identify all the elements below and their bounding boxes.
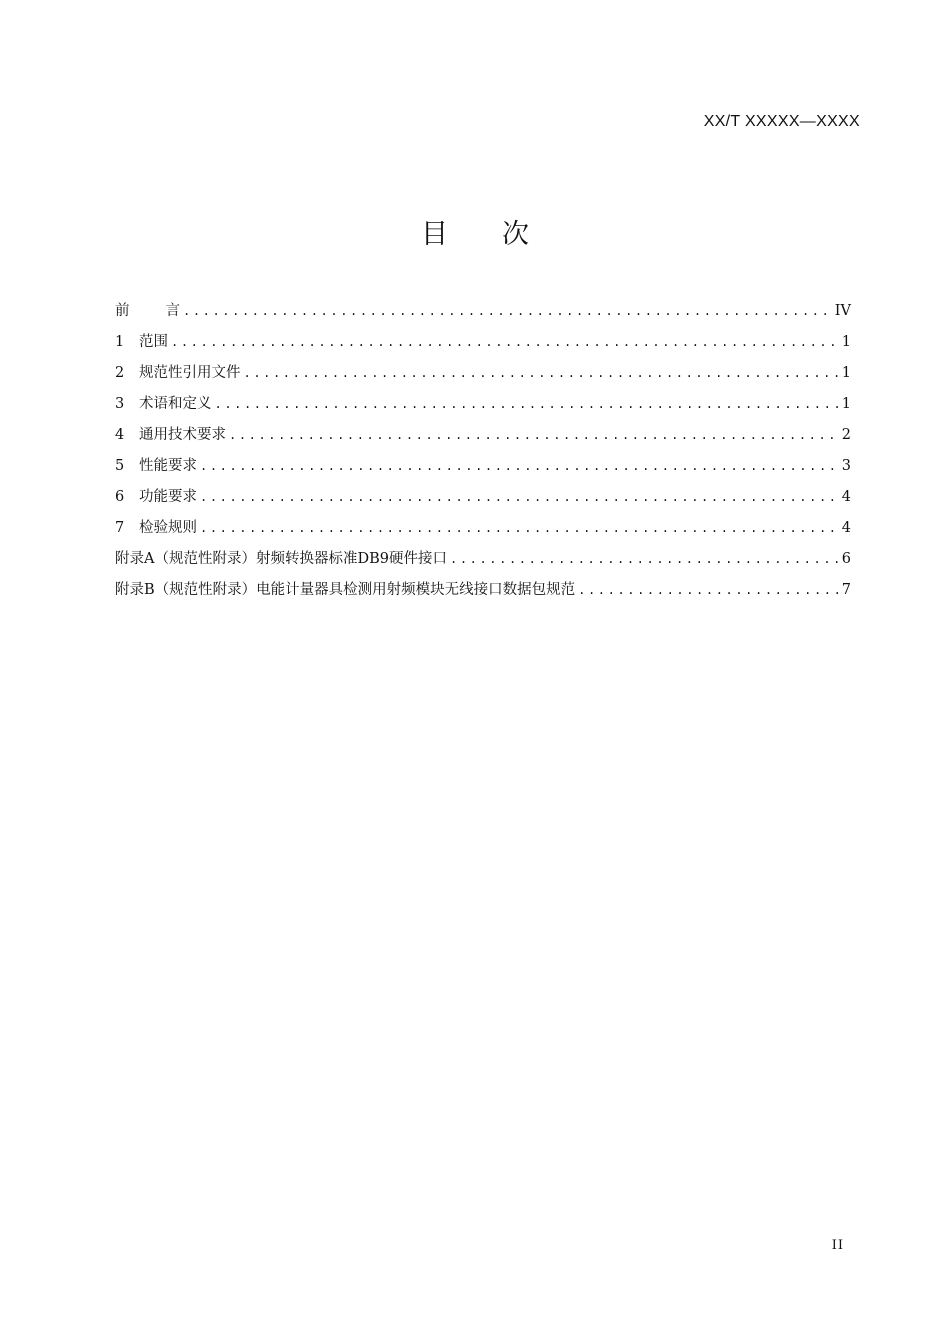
toc-leader-dots [200, 490, 839, 504]
toc-entry-number: 7 [115, 520, 125, 536]
toc-entry-5[interactable] [115, 454, 851, 485]
toc-entry-1[interactable] [115, 330, 851, 361]
toc-entry-number: 6 [115, 489, 125, 505]
toc-entry-number: 5 [115, 458, 125, 474]
toc-entry-page: 1 [841, 365, 851, 381]
toc-leader-dots [244, 366, 839, 380]
toc-leader-dots [171, 335, 839, 349]
toc-leader-dots [450, 552, 839, 566]
title-part-2: 次 [502, 219, 529, 250]
toc-entry-label: 电能计量器具检测用射频模块无线接口数据包规范 [256, 582, 576, 598]
toc-leader-dots [183, 304, 832, 318]
toc-entry-number: 3 [115, 396, 125, 412]
toc-entry-annex-b[interactable] [115, 578, 851, 609]
toc-entry-page: 3 [841, 458, 851, 474]
toc-entry-page: 4 [841, 489, 851, 505]
toc-entry-7[interactable] [115, 516, 851, 547]
toc-leader-dots [229, 428, 839, 442]
toc-annex-tag: 附录A（规范性附录） [115, 551, 256, 567]
toc-entry-page: 4 [841, 520, 851, 536]
table-of-contents [115, 299, 851, 609]
toc-entry-label: 范围 [139, 334, 168, 350]
toc-entry-page: 2 [841, 427, 851, 443]
toc-leader-dots [200, 459, 839, 473]
toc-entry-page: IV [834, 303, 851, 319]
toc-entry-3[interactable] [115, 392, 851, 423]
toc-entry-label: 规范性引用文件 [139, 365, 241, 381]
toc-leader-dots [200, 521, 839, 535]
toc-entry-page: 6 [841, 551, 851, 567]
toc-entry-label: 术语和定义 [139, 396, 212, 412]
toc-leader-dots [215, 397, 839, 411]
page-number: II [831, 1238, 844, 1253]
toc-entry-6[interactable] [115, 485, 851, 516]
page-title [0, 212, 950, 251]
toc-entry-2[interactable] [115, 361, 851, 392]
toc-entry-number: 2 [115, 365, 125, 381]
toc-entry-label: 性能要求 [139, 458, 197, 474]
toc-entry-number: 1 [115, 334, 125, 350]
toc-entry-4[interactable] [115, 423, 851, 454]
title-part-1: 目 [421, 219, 448, 250]
toc-entry-label: 射频转换器标准DB9硬件接口 [255, 551, 447, 567]
toc-entry-page: 7 [841, 582, 851, 598]
toc-entry-preface[interactable] [115, 299, 851, 330]
toc-annex-tag: 附录B（规范性附录） [115, 582, 257, 598]
toc-entry-number: 4 [115, 427, 125, 443]
toc-entry-label: 前 言 [115, 303, 180, 319]
toc-leader-dots [578, 583, 839, 597]
toc-entry-annex-a[interactable] [115, 547, 851, 578]
toc-entry-label: 功能要求 [139, 489, 197, 505]
toc-entry-page: 1 [841, 396, 851, 412]
toc-entry-label: 检验规则 [139, 520, 197, 536]
toc-entry-page: 1 [841, 334, 851, 350]
toc-entry-label: 通用技术要求 [139, 427, 226, 443]
document-code: XX/T XXXXX—XXXX [703, 113, 860, 130]
